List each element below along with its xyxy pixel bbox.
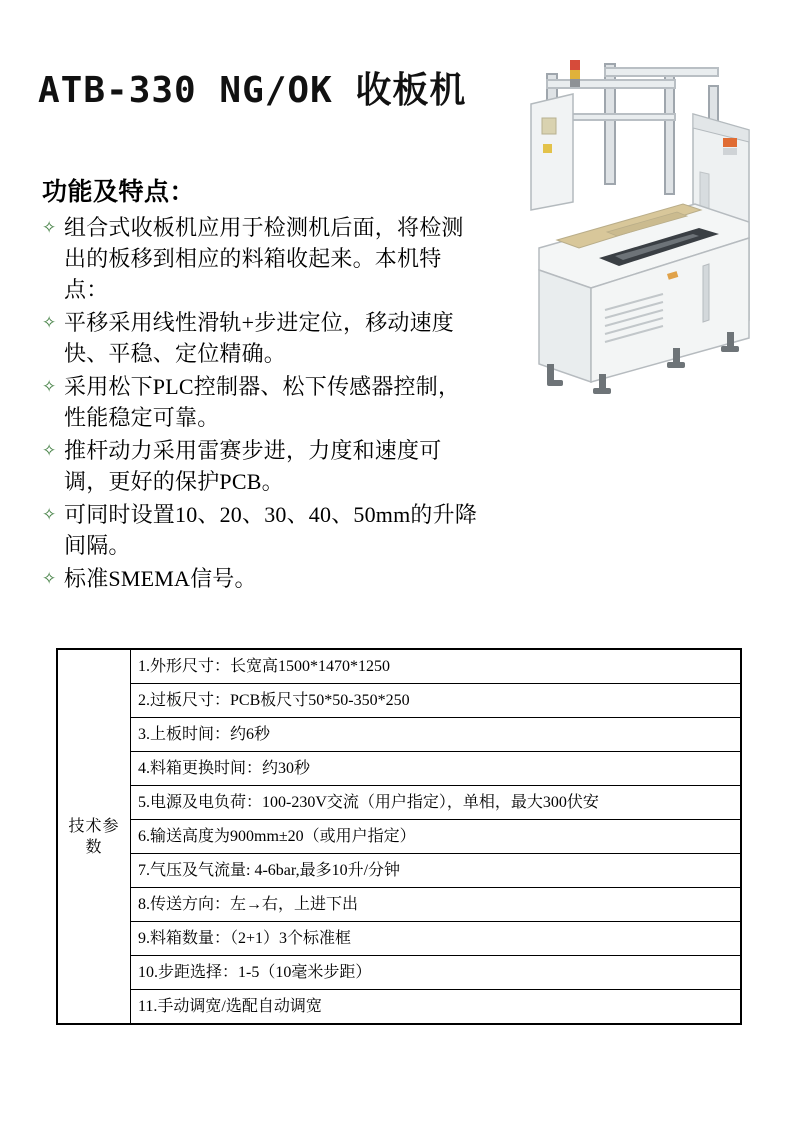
spec-cell: 4.料箱更换时间：约30秒 xyxy=(131,752,741,786)
spec-cell: 11.手动调宽/选配自动调宽 xyxy=(131,990,741,1024)
table-row xyxy=(58,854,741,888)
table-row xyxy=(58,820,741,854)
feature-text: 可同时设置10、20、30、40、50mm的升降间隔。 xyxy=(64,502,478,558)
spec-cell: 6.输送高度为900mm±20（或用户指定） xyxy=(131,820,741,854)
table-row xyxy=(58,786,741,820)
diamond-icon: ✧ xyxy=(42,218,57,237)
feature-item xyxy=(42,499,482,561)
feature-item xyxy=(42,435,482,497)
feature-text: 组合式收板机应用于检测机后面，将检测出的板移到相应的料箱收起来。本机特点： xyxy=(64,215,464,302)
table-row xyxy=(58,990,741,1024)
features-section xyxy=(42,172,482,594)
table-row xyxy=(58,956,741,990)
spec-table xyxy=(57,649,741,1024)
table-row xyxy=(58,922,741,956)
diamond-icon: ✧ xyxy=(42,505,57,524)
feature-item xyxy=(42,212,482,305)
table-row xyxy=(58,650,741,684)
diamond-icon: ✧ xyxy=(42,441,57,460)
table-row xyxy=(58,718,741,752)
feature-item xyxy=(42,563,482,594)
feature-item xyxy=(42,371,482,433)
product-photo xyxy=(487,52,762,397)
diamond-icon: ✧ xyxy=(42,569,57,588)
spec-cell: 9.料箱数量：（2+1）3个标准框 xyxy=(131,922,741,956)
feature-text: 平移采用线性滑轨+步进定位，移动速度快、平稳、定位精确。 xyxy=(64,310,455,366)
feature-text: 标准SMEMA信号。 xyxy=(64,566,257,591)
feature-text: 推杆动力采用雷赛步进，力度和速度可调，更好的保护PCB。 xyxy=(64,438,442,494)
spec-cell: 10.步距选择：1-5（10毫米步距） xyxy=(131,956,741,990)
page-title: ATB-330 NG/OK 收板机 xyxy=(38,70,467,111)
spec-row-header: 技术参数 xyxy=(58,650,131,1024)
feature-text: 采用松下PLC控制器、松下传感器控制，性能稳定可靠。 xyxy=(64,374,461,430)
spec-cell: 7.气压及气流量: 4-6bar,最多10升/分钟 xyxy=(131,854,741,888)
spec-cell: 2.过板尺寸：PCB板尺寸50*50-350*250 xyxy=(131,684,741,718)
spec-cell: 1.外形尺寸：长宽高1500*1470*1250 xyxy=(131,650,741,684)
spec-table-container xyxy=(56,648,742,1025)
table-row xyxy=(58,752,741,786)
diamond-icon: ✧ xyxy=(42,313,57,332)
table-row xyxy=(58,888,741,922)
diamond-icon: ✧ xyxy=(42,377,57,396)
feature-item xyxy=(42,307,482,369)
spec-cell: 3.上板时间：约6秒 xyxy=(131,718,741,752)
spec-cell: 8.传送方向：左→右，上进下出 xyxy=(131,888,741,922)
features-heading: 功能及特点： xyxy=(42,179,196,206)
table-row xyxy=(58,684,741,718)
spec-cell: 5.电源及电负荷：100-230V交流（用户指定），单相，最大300伏安 xyxy=(131,786,741,820)
